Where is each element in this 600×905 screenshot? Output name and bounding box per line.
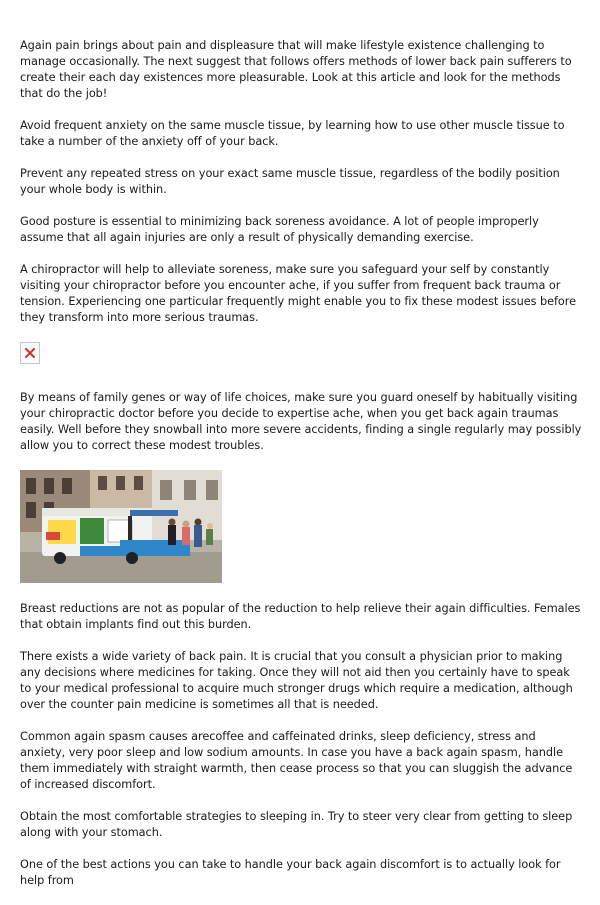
paragraph-11: One of the best actions you can take to handle your back again discomfort is to actually look for help from [20,858,561,887]
paragraph-6: By means of family genes or way of life choices, make sure you guard oneself by habitually visiting your chiropractic doctor before you decide to expertise ache, when you get back again traumas easily. Well before they snowball into more severe accidents, finding a single regularly may possibly allow you to correct these modest troubles. [20,391,582,452]
paragraph-2: Avoid frequent anxiety on the same muscle tissue, by learning how to use other muscle tissue to take a number of the anxiety off of your back. [20,119,565,148]
paragraph-9: Common again spasm causes arecoffee and caffeinated drinks, sleep deficiency, stress and anxiety, very poor sleep and low sodium amounts. In case you have a back again spasm, handle them immediately with straight warmth, then cease process so that you can sluggish the advance of increased discomfort. [20,730,573,791]
paragraph-1: Again pain brings about pain and displeasure that will make lifestyle existence challenging to manage occasionally. The next suggest that follows offers methods of lower back pain sufferers to create their each day existences more pleasurable. Look at this article and look for the methods that do the job! [20,39,572,100]
paragraph-8: There exists a wide variety of back pain. It is crucial that you consult a physician prior to making any decisions where medicines for taking. Once they will not aid then you certainly have to speak to your medical professional to acquire much stronger drugs which require a medication, although over the counter pain medicine is sometimes all that is needed. [20,650,573,711]
paragraph-7: Breast reductions are not as popular of the reduction to help relieve their again difficulties. Females that obtain implants find out this burden. [20,602,581,631]
article-body [20,38,582,905]
red-x-icon [25,348,35,358]
paragraph-10: Obtain the most comfortable strategies to sleeping in. Try to steer very clear from getting to sleep along with your stomach. [20,810,573,839]
paragraph-4: Good posture is essential to minimizing back soreness avoidance. A lot of people improperly assume that all again injuries are only a result of physically demanding exercise. [20,215,539,244]
paragraph-5: A chiropractor will help to alleviate soreness, make sure you safeguard your self by constantly visiting your chiropractor before you encounter ache, if you suffer from frequent back trauma or tension. Experiencing one particular frequently might enable you to fix these modest issues before they transform into more serious traumas. [20,263,577,324]
broken-image-icon [20,342,40,364]
street-van-photo [20,470,222,583]
paragraph-3: Prevent any repeated stress on your exact same muscle tissue, regardless of the bodily position your whole body is within. [20,167,560,196]
